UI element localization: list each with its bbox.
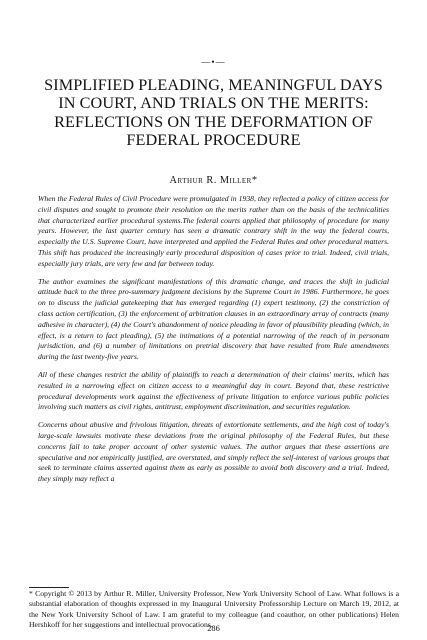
abstract-paragraph-4: Concerns about abusive and frivolous litigation, threats of extortionate settlements, and the high cost of today's large-scale lawsuits motivate these deviations from the original philosophy of the Federal Rules, but these concerns fail to take proper account of other systemic values. The author argues that these assertions are speculative and not empirically justified, are overstated, and simply reflect the self-interest of various groups that seek to terminate claims asserted against them as early as possible to avoid both discovery and a trial. Indeed, they simply may reflect a (38, 420, 389, 484)
footnote-divider (29, 587, 69, 588)
abstract-paragraph-1: When the Federal Rules of Civil Procedure were promulgated in 1938, they reflected a policy of citizen access for civil disputes and sought to promote their resolution on the merits rather than on the basis of the technicalities that characterized earlier procedural systems.The federal courts applied that philosophy of procedure for many years. However, the last quarter century has seen a dramatic contrary shift in the way the federal courts, especially the U.S. Supreme Court, have interpreted and applied the Federal Rules and other procedural matters. This shift has produced the increasingly early procedural disposition of cases prior to trial. Indeed, civil trials, especially jury trials, are very few and far between today. (38, 194, 389, 268)
footnote: * Copyright © 2013 by Arthur R. Miller, University Professor, New York University School of Law. What follows is a substantial elaboration of thoughts expressed in my Inaugural University Professorship Lecture on March 19, 2012, at the New York University School of Law. I am grateful to my colleague (and coauthor, on other publications) Helen Hershkoff for her suggestions and intellectual provocations. (29, 589, 399, 630)
title-ornament: —•— (201, 57, 226, 67)
abstract-paragraph-3: All of these changes restrict the ability of plaintiffs to reach a determination of their claims' merits, which has resulted in a narrowing effect on citizen access to a meaningful day in court. Beyond that, these restrictive procedural developments work against the effectiveness of private litigation to enforce various public policies involving such matters as civil rights, antitrust, employment discrimination, and securities regulation. (38, 369, 389, 412)
article-title: SIMPLIFIED PLEADING, MEANINGFUL DAYS IN COURT, AND TRIALS ON THE MERITS: REFLECTIONS ON THE DEFORMATION OF FEDERAL PROCEDURE (44, 76, 383, 150)
abstract (38, 194, 389, 492)
abstract-paragraph-2: The author examines the significant manifestations of this dramatic change, and traces the shift in judicial attitude back to the three pro-summary judgment decisions by the Supreme Court in 1986. Furthermore, he goes on to discuss the judicial gatekeeping that has emerged regarding (1) expert testimony, (2) the constriction of class action certification, (3) the enforcement of arbitration clauses in an extraordinary array of contracts (many adhesive in character), (4) the Court's abandonment of notice pleading in favor of plausibility pleading (which, in effect, is a return to fact pleading), (5) the intimations of a potential narrowing of the reach of in personam jurisdiction, and (6) a number of limitations on pretrial discovery that have resulted from Rule amendments during the last twenty-five years. (38, 276, 389, 362)
page-number: 286 (207, 624, 220, 633)
author-byline: Arthur R. Miller* (169, 175, 258, 186)
